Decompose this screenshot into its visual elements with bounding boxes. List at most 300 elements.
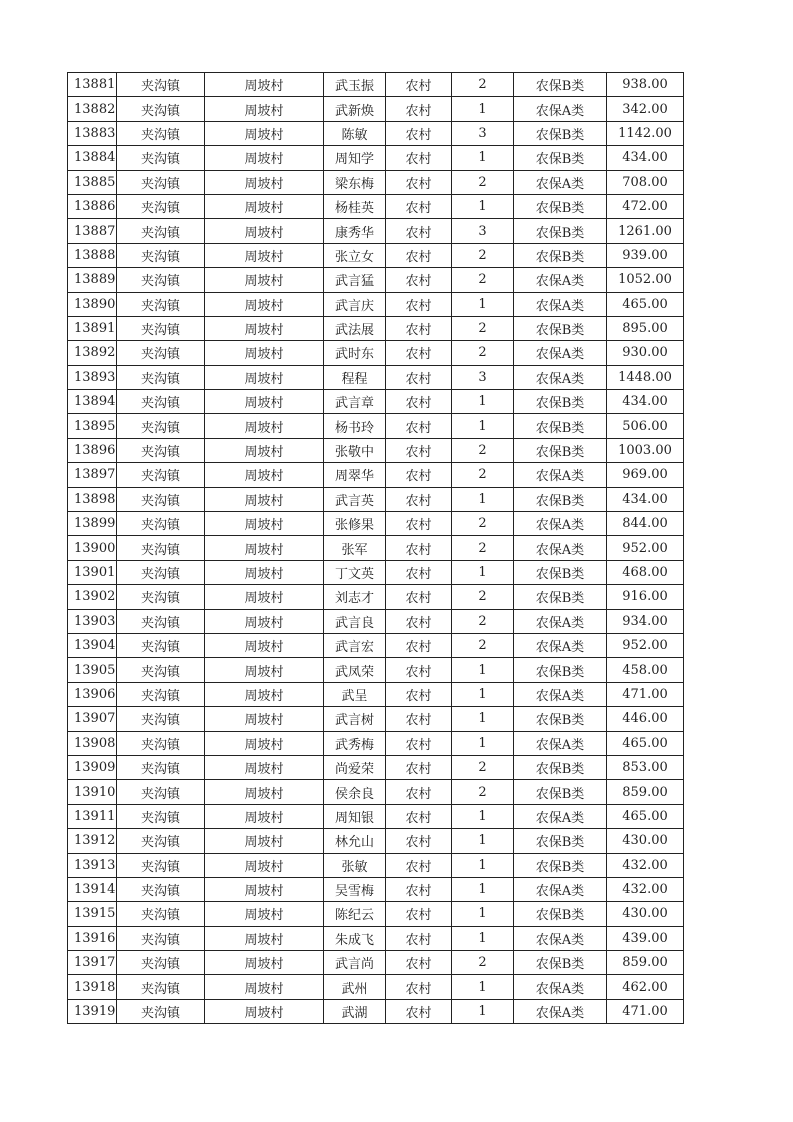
- table-row: [68, 585, 684, 609]
- table-row: [68, 999, 684, 1023]
- cell-amount: 1052.00: [607, 268, 684, 292]
- cell-household-size: 1: [452, 487, 514, 511]
- cell-household-type: 农村: [386, 829, 452, 853]
- cell-town: 夹沟镇: [117, 999, 205, 1023]
- cell-amount: 952.00: [607, 633, 684, 657]
- cell-village: 周坡村: [205, 902, 324, 926]
- cell-amount: 1261.00: [607, 219, 684, 243]
- cell-village: 周坡村: [205, 829, 324, 853]
- cell-household-type: 农村: [386, 170, 452, 194]
- table-row: [68, 951, 684, 975]
- cell-household-type: 农村: [386, 414, 452, 438]
- cell-household-size: 2: [452, 268, 514, 292]
- cell-household-type: 农村: [386, 560, 452, 584]
- cell-amount: 938.00: [607, 73, 684, 97]
- cell-household-type: 农村: [386, 780, 452, 804]
- cell-amount: 439.00: [607, 926, 684, 950]
- cell-household-type: 农村: [386, 390, 452, 414]
- cell-town: 夹沟镇: [117, 268, 205, 292]
- cell-insurance-category: 农保A类: [514, 268, 607, 292]
- cell-household-size: 2: [452, 463, 514, 487]
- cell-town: 夹沟镇: [117, 585, 205, 609]
- cell-household-size: 1: [452, 390, 514, 414]
- cell-household-type: 农村: [386, 73, 452, 97]
- cell-household-type: 农村: [386, 536, 452, 560]
- cell-household-size: 1: [452, 853, 514, 877]
- cell-record-id: 13917: [68, 951, 117, 975]
- cell-person-name: 张修果: [324, 512, 386, 536]
- table-row: [68, 292, 684, 316]
- cell-person-name: 武州: [324, 975, 386, 999]
- cell-record-id: 13882: [68, 97, 117, 121]
- cell-household-type: 农村: [386, 633, 452, 657]
- cell-household-size: 1: [452, 877, 514, 901]
- cell-insurance-category: 农保A类: [514, 463, 607, 487]
- cell-record-id: 13905: [68, 658, 117, 682]
- cell-town: 夹沟镇: [117, 609, 205, 633]
- cell-household-size: 2: [452, 73, 514, 97]
- cell-insurance-category: 农保B类: [514, 487, 607, 511]
- cell-household-type: 农村: [386, 926, 452, 950]
- cell-town: 夹沟镇: [117, 146, 205, 170]
- cell-amount: 458.00: [607, 658, 684, 682]
- cell-record-id: 13884: [68, 146, 117, 170]
- cell-household-type: 农村: [386, 316, 452, 340]
- cell-household-size: 2: [452, 316, 514, 340]
- table-row: [68, 512, 684, 536]
- cell-town: 夹沟镇: [117, 170, 205, 194]
- cell-household-type: 农村: [386, 438, 452, 462]
- cell-person-name: 尚爱荣: [324, 755, 386, 779]
- cell-household-type: 农村: [386, 877, 452, 901]
- cell-person-name: 武呈: [324, 682, 386, 706]
- cell-insurance-category: 农保A类: [514, 292, 607, 316]
- table-row: [68, 243, 684, 267]
- cell-insurance-category: 农保A类: [514, 804, 607, 828]
- cell-insurance-category: 农保A类: [514, 999, 607, 1023]
- cell-village: 周坡村: [205, 560, 324, 584]
- cell-household-size: 3: [452, 365, 514, 389]
- cell-insurance-category: 农保B类: [514, 755, 607, 779]
- cell-amount: 952.00: [607, 536, 684, 560]
- cell-household-size: 2: [452, 633, 514, 657]
- cell-household-size: 1: [452, 999, 514, 1023]
- cell-household-type: 农村: [386, 512, 452, 536]
- cell-household-size: 2: [452, 536, 514, 560]
- cell-household-size: 1: [452, 97, 514, 121]
- cell-town: 夹沟镇: [117, 560, 205, 584]
- cell-amount: 916.00: [607, 585, 684, 609]
- cell-household-size: 2: [452, 243, 514, 267]
- table-row: [68, 926, 684, 950]
- cell-record-id: 13892: [68, 341, 117, 365]
- cell-town: 夹沟镇: [117, 121, 205, 145]
- table-row: [68, 341, 684, 365]
- cell-town: 夹沟镇: [117, 243, 205, 267]
- cell-town: 夹沟镇: [117, 951, 205, 975]
- cell-insurance-category: 农保B类: [514, 902, 607, 926]
- cell-person-name: 武言宏: [324, 633, 386, 657]
- cell-person-name: 张立女: [324, 243, 386, 267]
- table-row: [68, 219, 684, 243]
- table-row: [68, 463, 684, 487]
- cell-insurance-category: 农保B类: [514, 438, 607, 462]
- cell-household-size: 1: [452, 926, 514, 950]
- cell-amount: 342.00: [607, 97, 684, 121]
- cell-village: 周坡村: [205, 609, 324, 633]
- cell-amount: 1448.00: [607, 365, 684, 389]
- cell-amount: 859.00: [607, 951, 684, 975]
- cell-village: 周坡村: [205, 243, 324, 267]
- cell-person-name: 武言良: [324, 609, 386, 633]
- cell-village: 周坡村: [205, 512, 324, 536]
- cell-town: 夹沟镇: [117, 73, 205, 97]
- cell-village: 周坡村: [205, 999, 324, 1023]
- cell-person-name: 武时东: [324, 341, 386, 365]
- cell-person-name: 张敏: [324, 853, 386, 877]
- cell-record-id: 13896: [68, 438, 117, 462]
- cell-village: 周坡村: [205, 658, 324, 682]
- cell-record-id: 13908: [68, 731, 117, 755]
- cell-record-id: 13889: [68, 268, 117, 292]
- cell-record-id: 13918: [68, 975, 117, 999]
- cell-household-size: 2: [452, 512, 514, 536]
- cell-village: 周坡村: [205, 536, 324, 560]
- cell-amount: 934.00: [607, 609, 684, 633]
- cell-record-id: 13894: [68, 390, 117, 414]
- cell-household-size: 2: [452, 609, 514, 633]
- table-row: [68, 633, 684, 657]
- cell-person-name: 梁东梅: [324, 170, 386, 194]
- cell-record-id: 13887: [68, 219, 117, 243]
- cell-household-type: 农村: [386, 487, 452, 511]
- cell-insurance-category: 农保B类: [514, 780, 607, 804]
- cell-town: 夹沟镇: [117, 463, 205, 487]
- cell-village: 周坡村: [205, 926, 324, 950]
- cell-insurance-category: 农保A类: [514, 536, 607, 560]
- cell-household-size: 1: [452, 414, 514, 438]
- cell-person-name: 张军: [324, 536, 386, 560]
- cell-town: 夹沟镇: [117, 682, 205, 706]
- cell-town: 夹沟镇: [117, 390, 205, 414]
- cell-person-name: 周知学: [324, 146, 386, 170]
- cell-record-id: 13888: [68, 243, 117, 267]
- cell-village: 周坡村: [205, 731, 324, 755]
- table-row: [68, 536, 684, 560]
- cell-person-name: 周翠华: [324, 463, 386, 487]
- cell-person-name: 张敬中: [324, 438, 386, 462]
- cell-person-name: 陈敏: [324, 121, 386, 145]
- cell-insurance-category: 农保A类: [514, 877, 607, 901]
- cell-amount: 930.00: [607, 341, 684, 365]
- cell-village: 周坡村: [205, 194, 324, 218]
- cell-household-size: 1: [452, 658, 514, 682]
- cell-record-id: 13886: [68, 194, 117, 218]
- cell-town: 夹沟镇: [117, 755, 205, 779]
- cell-village: 周坡村: [205, 316, 324, 340]
- table-row: [68, 877, 684, 901]
- cell-amount: 465.00: [607, 731, 684, 755]
- cell-town: 夹沟镇: [117, 97, 205, 121]
- cell-insurance-category: 农保B类: [514, 853, 607, 877]
- cell-household-size: 1: [452, 829, 514, 853]
- cell-amount: 939.00: [607, 243, 684, 267]
- cell-person-name: 武言尚: [324, 951, 386, 975]
- cell-amount: 853.00: [607, 755, 684, 779]
- cell-insurance-category: 农保A类: [514, 365, 607, 389]
- cell-town: 夹沟镇: [117, 219, 205, 243]
- cell-town: 夹沟镇: [117, 536, 205, 560]
- cell-household-type: 农村: [386, 682, 452, 706]
- cell-household-type: 农村: [386, 585, 452, 609]
- cell-person-name: 武言章: [324, 390, 386, 414]
- cell-village: 周坡村: [205, 121, 324, 145]
- cell-record-id: 13895: [68, 414, 117, 438]
- cell-household-type: 农村: [386, 243, 452, 267]
- cell-amount: 506.00: [607, 414, 684, 438]
- cell-household-size: 3: [452, 219, 514, 243]
- cell-household-type: 农村: [386, 463, 452, 487]
- cell-person-name: 林允山: [324, 829, 386, 853]
- cell-record-id: 13893: [68, 365, 117, 389]
- cell-town: 夹沟镇: [117, 633, 205, 657]
- cell-household-type: 农村: [386, 268, 452, 292]
- cell-village: 周坡村: [205, 463, 324, 487]
- cell-village: 周坡村: [205, 585, 324, 609]
- cell-person-name: 康秀华: [324, 219, 386, 243]
- cell-household-size: 2: [452, 170, 514, 194]
- cell-person-name: 刘志才: [324, 585, 386, 609]
- cell-amount: 432.00: [607, 853, 684, 877]
- cell-household-type: 农村: [386, 341, 452, 365]
- cell-person-name: 陈纪云: [324, 902, 386, 926]
- cell-person-name: 吴雪梅: [324, 877, 386, 901]
- cell-insurance-category: 农保A类: [514, 97, 607, 121]
- cell-record-id: 13906: [68, 682, 117, 706]
- cell-person-name: 杨桂英: [324, 194, 386, 218]
- cell-record-id: 13901: [68, 560, 117, 584]
- cell-household-size: 2: [452, 755, 514, 779]
- cell-record-id: 13885: [68, 170, 117, 194]
- table-row: [68, 390, 684, 414]
- cell-village: 周坡村: [205, 170, 324, 194]
- table-row: [68, 365, 684, 389]
- cell-insurance-category: 农保B类: [514, 73, 607, 97]
- cell-town: 夹沟镇: [117, 877, 205, 901]
- cell-village: 周坡村: [205, 390, 324, 414]
- cell-record-id: 13890: [68, 292, 117, 316]
- cell-household-type: 农村: [386, 658, 452, 682]
- cell-village: 周坡村: [205, 341, 324, 365]
- cell-village: 周坡村: [205, 97, 324, 121]
- cell-town: 夹沟镇: [117, 316, 205, 340]
- table-row: [68, 487, 684, 511]
- cell-household-type: 农村: [386, 146, 452, 170]
- cell-household-size: 1: [452, 292, 514, 316]
- cell-record-id: 13912: [68, 829, 117, 853]
- cell-amount: 471.00: [607, 999, 684, 1023]
- table-row: [68, 316, 684, 340]
- cell-village: 周坡村: [205, 707, 324, 731]
- cell-village: 周坡村: [205, 682, 324, 706]
- cell-town: 夹沟镇: [117, 902, 205, 926]
- records-table: [67, 72, 684, 1024]
- cell-amount: 1003.00: [607, 438, 684, 462]
- cell-household-size: 2: [452, 585, 514, 609]
- cell-town: 夹沟镇: [117, 829, 205, 853]
- cell-insurance-category: 农保B类: [514, 585, 607, 609]
- cell-insurance-category: 农保A类: [514, 926, 607, 950]
- cell-village: 周坡村: [205, 853, 324, 877]
- table-row: [68, 829, 684, 853]
- cell-amount: 434.00: [607, 487, 684, 511]
- cell-household-type: 农村: [386, 804, 452, 828]
- cell-insurance-category: 农保B类: [514, 146, 607, 170]
- cell-household-type: 农村: [386, 97, 452, 121]
- cell-insurance-category: 农保B类: [514, 194, 607, 218]
- cell-village: 周坡村: [205, 487, 324, 511]
- cell-person-name: 武法展: [324, 316, 386, 340]
- cell-insurance-category: 农保B类: [514, 414, 607, 438]
- cell-household-type: 农村: [386, 731, 452, 755]
- cell-household-size: 2: [452, 951, 514, 975]
- cell-household-type: 农村: [386, 902, 452, 926]
- table-row: [68, 853, 684, 877]
- cell-insurance-category: 农保B类: [514, 560, 607, 584]
- cell-person-name: 武新焕: [324, 97, 386, 121]
- cell-household-type: 农村: [386, 999, 452, 1023]
- cell-person-name: 武湖: [324, 999, 386, 1023]
- cell-village: 周坡村: [205, 365, 324, 389]
- cell-insurance-category: 农保B类: [514, 390, 607, 414]
- cell-person-name: 武凤荣: [324, 658, 386, 682]
- table-row: [68, 194, 684, 218]
- cell-amount: 465.00: [607, 292, 684, 316]
- cell-person-name: 朱成飞: [324, 926, 386, 950]
- cell-village: 周坡村: [205, 804, 324, 828]
- cell-town: 夹沟镇: [117, 658, 205, 682]
- table-row: [68, 755, 684, 779]
- cell-town: 夹沟镇: [117, 487, 205, 511]
- cell-village: 周坡村: [205, 268, 324, 292]
- cell-amount: 969.00: [607, 463, 684, 487]
- cell-village: 周坡村: [205, 975, 324, 999]
- cell-household-size: 1: [452, 682, 514, 706]
- table-row: [68, 438, 684, 462]
- cell-insurance-category: 农保A类: [514, 609, 607, 633]
- cell-household-type: 农村: [386, 853, 452, 877]
- cell-amount: 462.00: [607, 975, 684, 999]
- cell-town: 夹沟镇: [117, 414, 205, 438]
- cell-household-type: 农村: [386, 609, 452, 633]
- cell-town: 夹沟镇: [117, 292, 205, 316]
- cell-insurance-category: 农保B类: [514, 316, 607, 340]
- cell-household-type: 农村: [386, 951, 452, 975]
- cell-town: 夹沟镇: [117, 438, 205, 462]
- cell-insurance-category: 农保B类: [514, 707, 607, 731]
- cell-insurance-category: 农保B类: [514, 121, 607, 145]
- cell-insurance-category: 农保A类: [514, 512, 607, 536]
- cell-record-id: 13903: [68, 609, 117, 633]
- cell-person-name: 武言庆: [324, 292, 386, 316]
- cell-amount: 859.00: [607, 780, 684, 804]
- cell-household-type: 农村: [386, 707, 452, 731]
- cell-person-name: 武玉振: [324, 73, 386, 97]
- cell-record-id: 13911: [68, 804, 117, 828]
- cell-village: 周坡村: [205, 633, 324, 657]
- cell-record-id: 13902: [68, 585, 117, 609]
- cell-household-size: 1: [452, 707, 514, 731]
- cell-village: 周坡村: [205, 146, 324, 170]
- cell-amount: 434.00: [607, 146, 684, 170]
- cell-insurance-category: 农保A类: [514, 633, 607, 657]
- cell-record-id: 13904: [68, 633, 117, 657]
- cell-person-name: 武言英: [324, 487, 386, 511]
- cell-village: 周坡村: [205, 438, 324, 462]
- table-row: [68, 268, 684, 292]
- cell-record-id: 13916: [68, 926, 117, 950]
- cell-record-id: 13899: [68, 512, 117, 536]
- cell-town: 夹沟镇: [117, 341, 205, 365]
- cell-amount: 468.00: [607, 560, 684, 584]
- cell-insurance-category: 农保A类: [514, 341, 607, 365]
- cell-insurance-category: 农保B类: [514, 658, 607, 682]
- cell-household-type: 农村: [386, 121, 452, 145]
- cell-amount: 844.00: [607, 512, 684, 536]
- cell-town: 夹沟镇: [117, 780, 205, 804]
- cell-insurance-category: 农保B类: [514, 829, 607, 853]
- cell-record-id: 13898: [68, 487, 117, 511]
- cell-amount: 895.00: [607, 316, 684, 340]
- cell-insurance-category: 农保A类: [514, 170, 607, 194]
- cell-household-size: 1: [452, 902, 514, 926]
- cell-village: 周坡村: [205, 780, 324, 804]
- cell-household-size: 3: [452, 121, 514, 145]
- cell-amount: 430.00: [607, 902, 684, 926]
- cell-person-name: 周知银: [324, 804, 386, 828]
- cell-insurance-category: 农保A类: [514, 682, 607, 706]
- table-row: [68, 97, 684, 121]
- table-row: [68, 146, 684, 170]
- cell-person-name: 武言树: [324, 707, 386, 731]
- cell-record-id: 13900: [68, 536, 117, 560]
- cell-person-name: 侯余良: [324, 780, 386, 804]
- cell-record-id: 13919: [68, 999, 117, 1023]
- table-row: [68, 73, 684, 97]
- cell-household-size: 1: [452, 804, 514, 828]
- cell-household-size: 1: [452, 975, 514, 999]
- cell-person-name: 武言猛: [324, 268, 386, 292]
- cell-insurance-category: 农保B类: [514, 219, 607, 243]
- table-row: [68, 731, 684, 755]
- cell-household-type: 农村: [386, 194, 452, 218]
- cell-person-name: 武秀梅: [324, 731, 386, 755]
- cell-record-id: 13910: [68, 780, 117, 804]
- cell-town: 夹沟镇: [117, 194, 205, 218]
- table-row: [68, 121, 684, 145]
- cell-amount: 708.00: [607, 170, 684, 194]
- cell-person-name: 程程: [324, 365, 386, 389]
- cell-amount: 471.00: [607, 682, 684, 706]
- cell-village: 周坡村: [205, 951, 324, 975]
- cell-record-id: 13909: [68, 755, 117, 779]
- cell-town: 夹沟镇: [117, 512, 205, 536]
- table-row: [68, 682, 684, 706]
- cell-village: 周坡村: [205, 755, 324, 779]
- cell-village: 周坡村: [205, 73, 324, 97]
- table-body: [68, 73, 684, 1024]
- cell-household-size: 2: [452, 780, 514, 804]
